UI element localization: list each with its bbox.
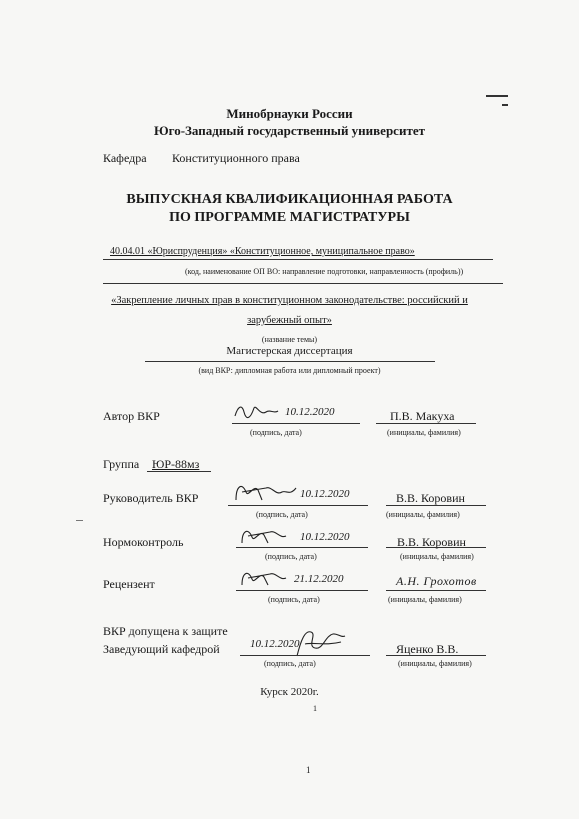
- footer-mark: 1: [313, 704, 317, 713]
- author-sign-date: 10.12.2020: [285, 406, 335, 418]
- normcontrol-name: В.В. Коровин: [397, 535, 466, 549]
- normcontrol-label: Нормоконтроль: [103, 535, 184, 549]
- supervisor-label: Руководитель ВКР: [103, 491, 199, 505]
- supervisor-sign-caption: (подпись, дата): [256, 510, 308, 519]
- supervisor-name: В.В. Коровин: [396, 491, 465, 505]
- author-name-line: [376, 423, 476, 424]
- program-value: 40.04.01 «Юриспруденция» «Конституционное, муниципальное право»: [110, 246, 415, 257]
- author-name: П.В. Макуха: [390, 409, 455, 423]
- author-sign-line: [232, 423, 360, 424]
- reviewer-name-caption: (инициалы, фамилия): [388, 595, 462, 604]
- head-sign-date: 10.12.2020: [250, 638, 300, 650]
- reviewer-name: А.Н. Грохотов: [396, 574, 477, 588]
- reviewer-sign-caption: (подпись, дата): [268, 595, 320, 604]
- separator-line: [103, 283, 503, 284]
- department-label: Кафедра: [103, 151, 147, 165]
- head-sign-caption: (подпись, дата): [264, 659, 316, 668]
- author-label: Автор ВКР: [103, 409, 160, 423]
- binding-mark: [76, 520, 83, 521]
- topic-line2: зарубежный опыт»: [247, 315, 332, 326]
- author-sign-caption: (подпись, дата): [250, 428, 302, 437]
- reviewer-sign-line: [236, 590, 368, 591]
- head-sign-line: [240, 655, 370, 656]
- head-name-line: [386, 655, 486, 656]
- program-caption: (код, наименование ОП ВО: направление подготовки, направленность (профиль)): [185, 267, 464, 276]
- head-name: Яценко В.В.: [396, 642, 459, 656]
- normcontrol-name-line: [386, 547, 486, 548]
- work-type-caption: (вид ВКР: дипломная работа или дипломный проект): [198, 366, 381, 375]
- admission-text: ВКР допущена к защите: [103, 624, 228, 638]
- group-underline: [147, 471, 211, 472]
- supervisor-name-caption: (инициалы, фамилия): [386, 510, 460, 519]
- city-year: Курск 2020г.: [260, 686, 319, 698]
- supervisor-sign-line: [228, 505, 368, 506]
- university-name: Юго-Западный государственный университет: [154, 123, 425, 138]
- normcontrol-sign-line: [236, 547, 368, 548]
- work-title-line1: ВЫПУСКНАЯ КВАЛИФИКАЦИОННАЯ РАБОТА: [126, 192, 453, 207]
- normcontrol-name-caption: (инициалы, фамилия): [400, 552, 474, 561]
- reviewer-sign-date: 21.12.2020: [294, 573, 344, 585]
- work-title-line2: ПО ПРОГРАММЕ МАГИСТРАТУРЫ: [169, 210, 410, 225]
- normcontrol-sign-caption: (подпись, дата): [265, 552, 317, 561]
- program-underline: [103, 259, 493, 260]
- topic-line1: «Закрепление личных прав в конституционном законодательстве: российский и: [111, 295, 468, 306]
- department-name: Конституционного права: [172, 151, 300, 165]
- page-number: 1: [306, 765, 311, 775]
- work-type-value: Магистерская диссертация: [226, 345, 353, 357]
- work-type-underline: [145, 361, 435, 362]
- group-value: ЮР-88мз: [152, 457, 200, 471]
- supervisor-name-line: [386, 505, 486, 506]
- head-name-caption: (инициалы, фамилия): [398, 659, 472, 668]
- head-label: Заведующий кафедрой: [103, 642, 220, 656]
- normcontrol-sign-date: 10.12.2020: [300, 531, 350, 543]
- ministry-name: Минобрнауки России: [226, 106, 353, 121]
- reviewer-name-line: [386, 590, 486, 591]
- author-name-caption: (инициалы, фамилия): [387, 428, 461, 437]
- group-label: Группа: [103, 457, 140, 471]
- topic-caption: (название темы): [261, 335, 318, 344]
- supervisor-sign-date: 10.12.2020: [300, 488, 350, 500]
- scan-artifact-line: [486, 95, 508, 97]
- reviewer-label: Рецензент: [103, 577, 155, 591]
